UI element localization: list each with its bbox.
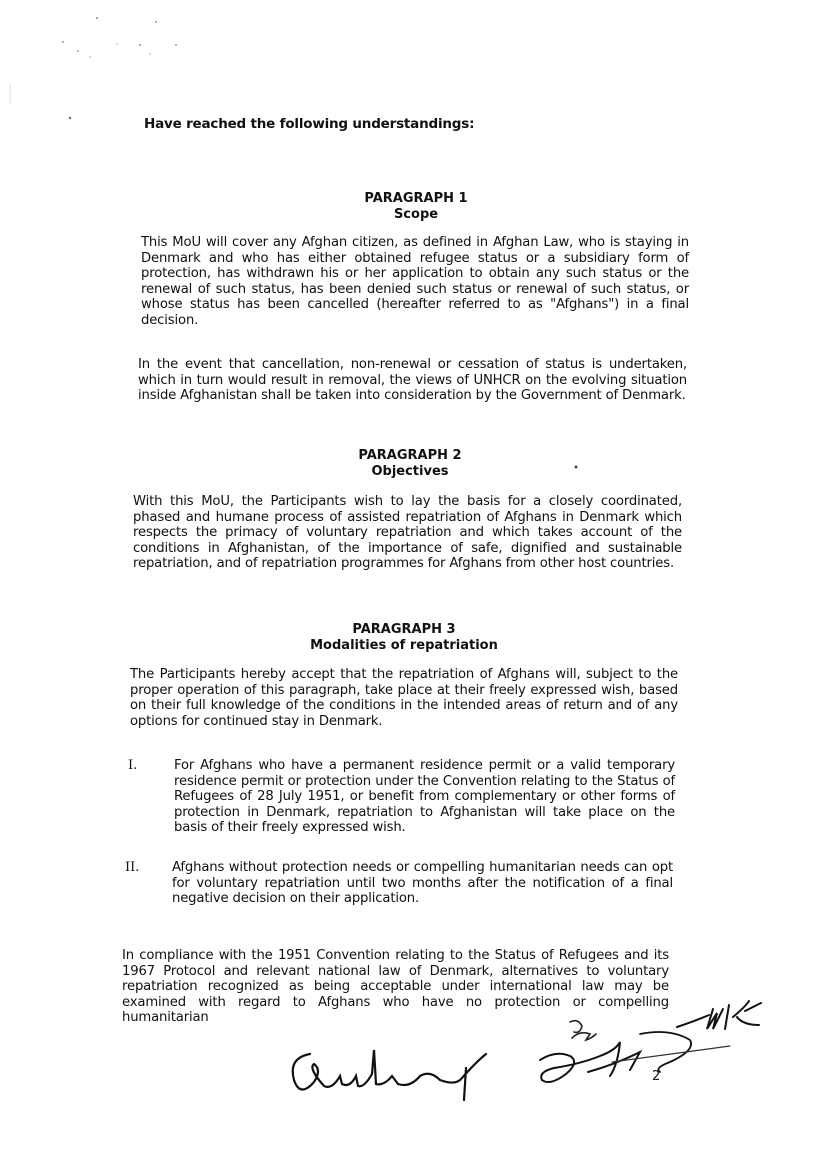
paragraph-1-title: Scope xyxy=(393,207,439,222)
paragraph-3-text-1: The Participants hereby accept that the repatriation of Afghans will, subject to the proper operation of this paragraph, take place at their freely expressed wish, based on their full knowledge of the conditions in the intended areas of return and of any options for continued stay in Denmark. xyxy=(130,667,678,729)
list-item-number-2: II. xyxy=(125,860,140,875)
paragraph-1-text-2: In the event that cancellation, non-renewal or cessation of status is undertaken, which in turn would result in removal, the views of UNHCR on the evolving situation inside Afghanistan shall be taken into consideration by the Government of Denmark. xyxy=(138,357,687,404)
paragraph-3-number: PARAGRAPH 3 xyxy=(352,622,456,637)
list-item-number-1: I. xyxy=(128,758,138,773)
left-signature xyxy=(280,1040,500,1110)
paragraph-3-closing: In compliance with the 1951 Convention relating to the Status of Refugees and its 1967 Protocol and relevant national law of Denmark, alternatives to voluntary repatriation recognized as being acceptable under international law may be examined with regard to Afghans who have no protection or compelling humanitarian xyxy=(122,948,669,1026)
paragraph-2-text-1: With this MoU, the Participants wish to lay the basis for a closely coordinated, phased and humane process of assisted repatriation of Afghans in Denmark which respects the primacy of voluntary repatriation and which takes account of the conditions in Afghanistan, of the importance of safe, dignified and sustainable repatriation, and of repatriation programmes for Afghans from other host countries. xyxy=(133,494,682,572)
paragraph-2-heading xyxy=(230,448,590,480)
paragraph-1-heading xyxy=(236,191,596,223)
paragraph-2-number: PARAGRAPH 2 xyxy=(358,448,462,463)
paragraph-3-heading xyxy=(224,622,584,654)
paragraph-1-text-1: This MoU will cover any Afghan citizen, as defined in Afghan Law, who is staying in Denmark and who has either obtained refugee status or a subsidiary form of protection, has withdrawn his or her application to obtain any such status or the renewal of such status, has been denied such status or renewal of such status, or whose status has been cancelled (hereafter referred to as "Afghans") in a final decision. xyxy=(141,235,689,328)
list-item-text-2: Afghans without protection needs or compelling humanitarian needs can opt for voluntary repatriation until two months after the notification of a final negative decision on their application. xyxy=(172,860,673,907)
list-item-text-1: For Afghans who have a permanent residence permit or a valid temporary residence permit or protection under the Convention relating to the Status of Refugees of 28 July 1951, or benefit from complementary or other forms of protection in Denmark, repatriation to Afghanistan will take place on the basis of their freely expressed wish. xyxy=(174,758,675,836)
page-number: 2 xyxy=(652,1069,661,1084)
paragraph-1-number: PARAGRAPH 1 xyxy=(364,191,468,206)
paragraph-3-title: Modalities of repatriation xyxy=(310,638,498,653)
intro-heading: Have reached the following understandings: xyxy=(144,116,475,132)
paragraph-2-title: Objectives xyxy=(371,464,449,479)
right-signature xyxy=(520,1010,760,1100)
